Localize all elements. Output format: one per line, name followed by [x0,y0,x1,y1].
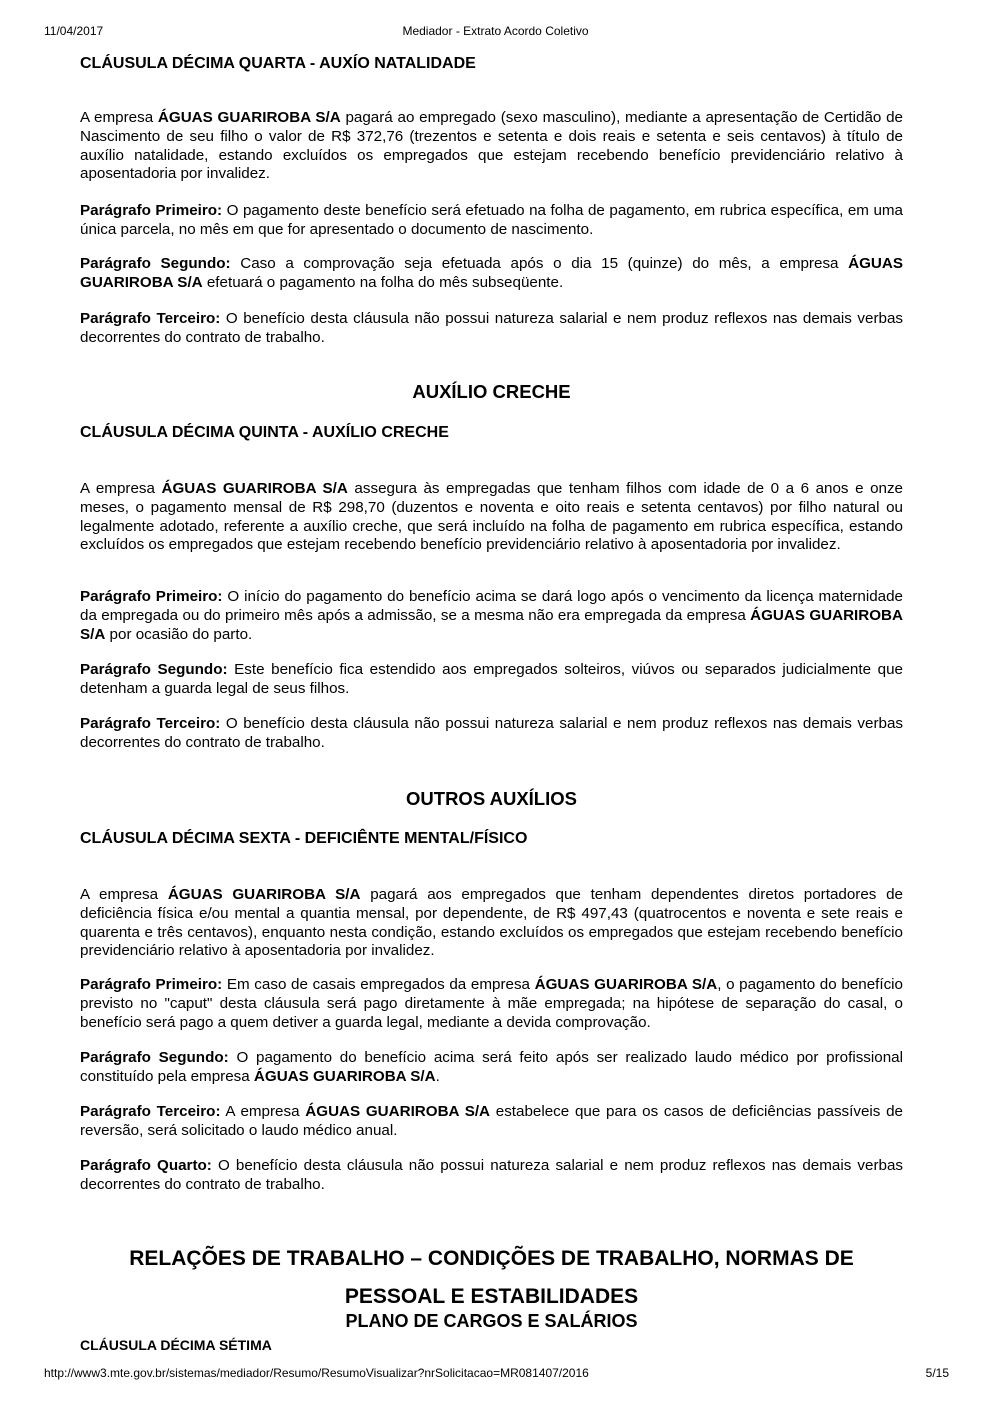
clause-15-paragraph-3 [80,715,903,753]
clause-15-title: CLÁUSULA DÉCIMA QUINTA - AUXÍLIO CRECHE [80,424,449,441]
footer-url: http://www3.mte.gov.br/sistemas/mediador/Resumo/ResumoVisualizar?nrSolicitacao=MR081407/2016 [44,1366,589,1380]
paragraph-label: Parágrafo Terceiro: [80,1103,221,1120]
text: assegura às empregadas que tenham filhos com idade de 0 a 6 anos e onze meses, o pagamento mensal de R$ 298,70 (duzentos e noventa e oito reais e setenta centavos) por filho natural ou legalmente adotado, referente a auxílio creche, que será incluído na folha de pagamento em rubrica específica, estando excluídos os empregados que estejam recebendo benefício previdenciário relativo à aposentadoria por invalidez. [80,480,903,554]
text: A empresa [80,480,162,497]
subsection-title-plano-cargos: PLANO DE CARGOS E SALÁRIOS [345,1311,638,1331]
section-title-relacoes-line1: RELAÇÕES DE TRABALHO – CONDIÇÕES DE TRABALHO, NORMAS DE [129,1247,854,1270]
section-title-auxilio-creche: AUXÍLIO CRECHE [412,381,571,402]
text: . [435,1067,440,1085]
text: Este benefício fica estendido aos empregados solteiros, viúvos ou separados judicialmente que detenham a guarda legal de seus filhos. [80,661,903,697]
company-name: ÁGUAS GUARIROBA S/A [80,255,903,291]
footer-page-number: 5/15 [925,1366,949,1380]
text: Caso a comprovação seja efetuada após o dia 15 (quinze) do mês, a empresa [230,255,849,272]
section-title-relacoes-line2: PESSOAL E ESTABILIDADES [344,1285,639,1308]
text: , o pagamento do benefício previsto no "caput" desta cláusula será pago diretamente à mãe empregada; na hipótese de separação do casal, o benefício será pago a quem detiver a guarda legal, mediante a devida comprovação. [80,976,903,1031]
clause-16-title: CLÁUSULA DÉCIMA SEXTA - DEFICIÊNTE MENTAL/FÍSICO [80,830,528,847]
text: O benefício desta cláusula não possui natureza salarial e nem produz reflexos nas demais verbas decorrentes do contrato de trabalho. [80,1157,903,1193]
clause-14-main-paragraph [80,109,903,184]
clause-15-paragraph-1 [80,588,903,644]
cut-off-clause-title [80,1336,280,1353]
clause-16-main-paragraph [80,886,903,961]
text: O pagamento deste benefício será efetuado na folha de pagamento, em rubrica específica, em uma única parcela, no mês em que for apresentado o documento de nascimento. [80,202,903,238]
text: O benefício desta cláusula não possui natureza salarial e nem produz reflexos nas demais verbas decorrentes do contrato de trabalho. [80,715,903,751]
paragraph-label: Parágrafo Primeiro: [80,976,223,993]
paragraph-label: Parágrafo Segundo: [80,255,231,272]
paragraph-label: Parágrafo Primeiro: [80,588,223,605]
clause-14-paragraph-2 [80,255,903,293]
clause-16-paragraph-4 [80,1157,903,1195]
text: A empresa [80,109,158,126]
clause-16-paragraph-2 [80,1049,903,1087]
clause-16-paragraph-3 [80,1103,903,1141]
text: A empresa [80,886,168,903]
paragraph-label: Parágrafo Terceiro: [80,310,221,327]
section-title-outros-auxilios: OUTROS AUXÍLIOS [406,788,577,809]
clause-15-main-paragraph [80,480,903,555]
text: por ocasião do parto. [105,625,253,643]
text: pagará aos empregados que tenham dependentes diretos portadores de deficiência física e/ou mental a quantia mensal, por dependente, de R$ 497,43 (quatrocentos e noventa e sete reais e quarenta e três centavos), enquanto nesta condição, estando excluídos os empregados que estejam recebendo benefício previdenciário relativo à aposentadoria por invalidez. [80,886,903,960]
company-name: ÁGUAS GUARIROBA S/A [167,886,361,903]
paragraph-label: Parágrafo Terceiro: [80,715,221,732]
header-date: 11/04/2017 [44,24,104,38]
company-name: ÁGUAS GUARIROBA S/A [305,1103,491,1120]
header-title: Mediador - Extrato Acordo Coletivo [402,24,589,38]
paragraph-label: Parágrafo Segundo: [80,661,228,678]
company-name: ÁGUAS GUARIROBA S/A [534,976,718,993]
text: O benefício desta cláusula não possui natureza salarial e nem produz reflexos nas demais verbas decorrentes do contrato de trabalho. [80,310,903,346]
company-name: ÁGUAS GUARIROBA S/A [157,109,341,126]
paragraph-label: Parágrafo Quarto: [80,1157,212,1174]
clause-14-title: CLÁUSULA DÉCIMA QUARTA - AUXÍO NATALIDADE [80,55,476,72]
text: estabelece que para os casos de deficiências passíveis de reversão, será solicitado o laudo médico anual. [80,1103,904,1139]
company-name: ÁGUAS GUARIROBA S/A [161,480,348,497]
cut-off-text: CLÁUSULA DÉCIMA SÉTIMA [80,1337,272,1353]
text: pagará ao empregado (sexo masculino), mediante a apresentação de Certidão de Nascimento de seu filho o valor de R$ 372,76 (trezentos e setenta e dois reais e setenta e seis centavos) à título de auxílio natalidade, estando excluídos os empregados que estejam recebendo benefício previdenciário relativo à aposentadoria por invalidez. [80,109,903,183]
text: O início do pagamento do benefício acima se dará logo após o vencimento da licença maternidade da empregada ou do primeiro mês após a admissão, se a mesma não era empregada da empresa [80,588,903,624]
company-name: ÁGUAS GUARIROBA S/A [80,606,903,643]
clause-15-paragraph-2 [80,661,903,699]
text: O pagamento do benefício acima será feito após ser realizado laudo médico por profissional constituído pela empresa [80,1049,903,1085]
text: Em caso de casais empregados da empresa [222,976,535,993]
clause-14-paragraph-1 [80,202,903,240]
paragraph-label: Parágrafo Primeiro: [80,202,223,219]
clause-14-paragraph-3 [80,310,903,348]
text: efetuará o pagamento na folha do mês subseqüente. [202,273,564,291]
company-name: ÁGUAS GUARIROBA S/A [253,1067,436,1085]
clause-16-paragraph-1 [80,976,903,1032]
paragraph-label: Parágrafo Segundo: [80,1049,229,1066]
text: A empresa [220,1103,306,1120]
